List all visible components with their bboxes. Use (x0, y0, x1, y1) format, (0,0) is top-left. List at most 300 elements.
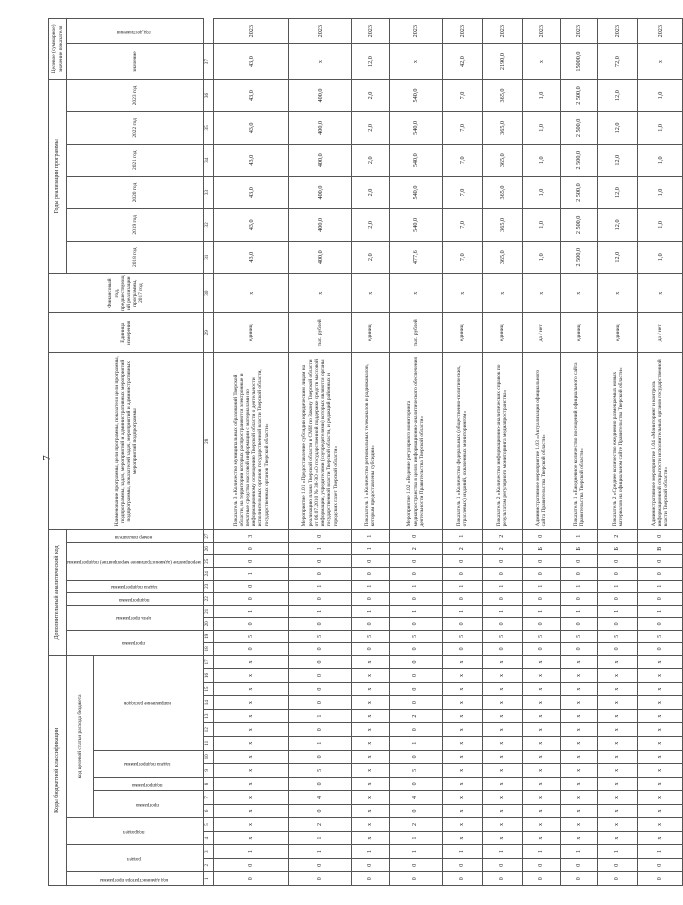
header-years-group: Годы реализации программы (49, 79, 67, 273)
code-cell: х (598, 818, 638, 832)
year-value-cell: 477,6 (389, 241, 442, 273)
year-value-cell: 400,0 (289, 144, 351, 176)
code-cell: 0 (289, 655, 351, 669)
code-cell: 0 (389, 804, 442, 818)
code-cell: х (598, 750, 638, 764)
column-number: 9 (203, 764, 213, 778)
code-cell: 1 (351, 580, 389, 593)
code-cell: х (638, 750, 683, 764)
table-container (48, 18, 670, 886)
code-cell: 1 (638, 605, 683, 618)
header-admin-code: код администратора программы (67, 872, 204, 886)
code-cell: х (351, 696, 389, 710)
code-cell: х (560, 804, 598, 818)
code-cell: 5 (289, 630, 351, 643)
header-direction: направление расходов (93, 655, 203, 750)
code-cell: 0 (638, 643, 683, 656)
code-cell: 0 (560, 872, 598, 886)
column-number: 28 (203, 353, 213, 530)
year-value-cell: 1,0 (638, 112, 683, 144)
header-analytic-group: Дополнительный аналитический код (49, 530, 67, 655)
year-value-cell: 43,0 (213, 209, 289, 241)
column-number: 2 (203, 858, 213, 872)
code-cell: 0 (522, 643, 560, 656)
code-cell: 0 (598, 555, 638, 568)
code-cell: х (351, 831, 389, 845)
code-cell: 1 (389, 831, 442, 845)
code-cell: 1 (213, 605, 289, 618)
code-cell: 1 (560, 605, 598, 618)
rotated-page (48, 18, 670, 886)
code-cell: 1 (522, 580, 560, 593)
row-final-year: 2023 (482, 19, 522, 44)
code-cell: 1 (638, 845, 683, 859)
code-cell: х (351, 750, 389, 764)
code-cell: х (560, 723, 598, 737)
header-final-group: Целевое (суммарное) значение показателя (49, 19, 67, 80)
code-cell: х (598, 655, 638, 669)
row-final-value: х (389, 44, 442, 79)
code-cell: х (482, 723, 522, 737)
year-value-cell: 43,0 (213, 112, 289, 144)
column-number: 30 (203, 273, 213, 313)
row-fin-year-value: х (289, 273, 351, 313)
code-cell: 0 (482, 872, 522, 886)
code-cell: х (598, 764, 638, 778)
code-cell: 0 (560, 593, 598, 606)
code-cell: х (442, 723, 482, 737)
code-cell: х (638, 791, 683, 805)
code-cell: х (442, 750, 482, 764)
code-cell: 0 (560, 858, 598, 872)
year-value-cell: 365,0 (482, 144, 522, 176)
code-cell: х (560, 750, 598, 764)
row-name: Административное мероприятие 1.04 «Мониторинг и контроль информационной открытости исполнительных органов государственной власти Тверской области» (638, 353, 683, 530)
column-number: 37 (203, 44, 213, 79)
code-cell: 0 (442, 555, 482, 568)
code-cell: 0 (351, 872, 389, 886)
code-cell: х (213, 764, 289, 778)
header-year-2021: 2021 год (67, 144, 204, 176)
year-value-cell: 400,0 (289, 79, 351, 111)
row-name: Показатель 2 «Количество информационно-аналитических справок по результатам регулярного мониторинга медиапространства» (482, 353, 522, 530)
code-cell: 2 (442, 542, 482, 555)
table-row (482, 19, 522, 886)
code-cell: 2 (482, 530, 522, 543)
table-row (289, 19, 351, 886)
year-value-cell: 540,0 (389, 209, 442, 241)
code-cell: 1 (442, 845, 482, 859)
column-number: 35 (203, 112, 213, 144)
year-value-cell: 7,0 (442, 241, 482, 273)
code-cell: х (522, 777, 560, 791)
year-value-cell: 2,0 (351, 144, 389, 176)
code-cell: 1 (389, 605, 442, 618)
code-cell: 0 (213, 872, 289, 886)
code-cell: 1 (351, 845, 389, 859)
column-number: 25 (203, 555, 213, 568)
code-cell: 0 (638, 858, 683, 872)
code-cell: 0 (482, 858, 522, 872)
code-cell: х (522, 682, 560, 696)
column-number: 24 (203, 568, 213, 581)
code-cell: 0 (389, 655, 442, 669)
row-fin-year-value: х (482, 273, 522, 313)
column-number: 18 (203, 643, 213, 656)
header-section: раздел (67, 845, 204, 872)
code-cell: х (598, 736, 638, 750)
code-cell: 0 (638, 530, 683, 543)
year-value-cell: 400,0 (289, 112, 351, 144)
code-cell: 1 (482, 845, 522, 859)
code-cell: 0 (442, 872, 482, 886)
code-cell: х (560, 818, 598, 832)
code-cell: 1 (351, 542, 389, 555)
year-value-cell: 43,0 (213, 144, 289, 176)
code-cell: х (482, 804, 522, 818)
program-indicators-table (48, 18, 683, 886)
code-cell: х (213, 682, 289, 696)
row-final-value: 12,0 (351, 44, 389, 79)
code-cell: х (560, 777, 598, 791)
code-cell: 0 (289, 723, 351, 737)
code-cell: 0 (389, 669, 442, 683)
code-cell: 0 (389, 593, 442, 606)
year-value-cell: 2 500,0 (560, 144, 598, 176)
column-number: 16 (203, 669, 213, 683)
code-cell: х (638, 777, 683, 791)
row-name: Мероприятие 1.02 «Ведение регулярного мониторинга медиапространства в целях информационно-аналитического обеспечения деятельности Правительства Тверской области» (389, 353, 442, 530)
code-cell: х (522, 750, 560, 764)
code-cell: 1 (638, 580, 683, 593)
code-cell: 1 (442, 605, 482, 618)
code-cell: 2 (482, 542, 522, 555)
code-cell: 0 (560, 643, 598, 656)
year-value-cell: 7,0 (442, 209, 482, 241)
code-cell: Б (522, 542, 560, 555)
year-value-cell: 1,0 (522, 112, 560, 144)
year-value-cell: 2,0 (351, 209, 389, 241)
row-final-year: 2023 (351, 19, 389, 44)
code-cell: х (442, 818, 482, 832)
column-number: 5 (203, 818, 213, 832)
year-value-cell: 12,0 (598, 209, 638, 241)
row-name: Показатель 1 «Количество региональных телеканалов и радиоканалов, которым предоставлены субсидии» (351, 353, 389, 530)
year-value-cell: 400,0 (289, 209, 351, 241)
column-number: 17 (203, 655, 213, 669)
code-cell: х (442, 655, 482, 669)
code-cell: 0 (598, 858, 638, 872)
code-cell: х (638, 831, 683, 845)
row-fin-year-value: х (522, 273, 560, 313)
code-cell: 0 (638, 555, 683, 568)
code-cell: х (213, 696, 289, 710)
code-cell: 0 (638, 568, 683, 581)
header-a-program: программа (67, 630, 204, 655)
header-year-2023: 2023 год (67, 79, 204, 111)
code-cell: х (638, 682, 683, 696)
code-cell: 0 (213, 593, 289, 606)
code-cell: 0 (289, 618, 351, 631)
code-cell: х (638, 655, 683, 669)
code-cell: х (598, 777, 638, 791)
code-cell: 0 (289, 643, 351, 656)
code-cell: 5 (213, 630, 289, 643)
code-cell: 5 (598, 630, 638, 643)
header-final-year: год достижения (67, 19, 204, 44)
code-cell: х (213, 804, 289, 818)
row-fin-year-value: х (638, 273, 683, 313)
code-cell: х (560, 682, 598, 696)
header-a-subprogram: подпрограмма (67, 593, 204, 606)
table-row (560, 19, 598, 886)
column-number: 20 (203, 618, 213, 631)
code-cell: 1 (598, 845, 638, 859)
code-cell: 0 (442, 858, 482, 872)
year-value-cell: 2 500,0 (560, 176, 598, 208)
code-cell: х (638, 764, 683, 778)
code-cell: 5 (560, 630, 598, 643)
code-cell: 1 (522, 845, 560, 859)
code-cell: х (213, 791, 289, 805)
code-cell: 0 (289, 750, 351, 764)
table-row (522, 19, 560, 886)
code-cell: 5 (638, 630, 683, 643)
code-cell: 0 (442, 618, 482, 631)
code-cell: х (522, 655, 560, 669)
code-cell: х (482, 818, 522, 832)
column-number: 34 (203, 144, 213, 176)
year-value-cell: 7,0 (442, 144, 482, 176)
code-cell: х (522, 709, 560, 723)
code-cell: х (351, 736, 389, 750)
column-number: 14 (203, 696, 213, 710)
header-year-2018: 2018 год (67, 241, 204, 273)
code-cell: 1 (351, 530, 389, 543)
row-unit: единиц (560, 313, 598, 353)
code-cell: х (442, 791, 482, 805)
code-cell: х (351, 655, 389, 669)
header-a-goal: цель программы (67, 605, 204, 630)
row-final-year: 2023 (213, 19, 289, 44)
code-cell: х (638, 696, 683, 710)
code-cell: х (638, 723, 683, 737)
code-cell: х (351, 791, 389, 805)
code-cell: х (482, 709, 522, 723)
code-cell: 1 (289, 736, 351, 750)
row-final-year: 2023 (598, 19, 638, 44)
column-number: 7 (203, 791, 213, 805)
year-value-cell: 400,0 (289, 176, 351, 208)
code-cell: х (482, 750, 522, 764)
code-cell: х (598, 791, 638, 805)
code-cell: 0 (560, 618, 598, 631)
code-cell: х (213, 709, 289, 723)
row-final-year: 2023 (638, 19, 683, 44)
code-cell: 1 (560, 580, 598, 593)
code-cell: х (560, 696, 598, 710)
year-value-cell: 540,0 (389, 112, 442, 144)
code-cell: х (638, 736, 683, 750)
row-final-year: 2023 (442, 19, 482, 44)
code-cell: 1 (522, 605, 560, 618)
row-unit: единиц (598, 313, 638, 353)
code-cell: 0 (638, 593, 683, 606)
table-row (598, 19, 638, 886)
column-number: 29 (203, 313, 213, 353)
code-cell: х (442, 831, 482, 845)
code-cell: 0 (289, 568, 351, 581)
year-value-cell: 12,0 (598, 112, 638, 144)
code-cell: х (560, 669, 598, 683)
code-cell: х (638, 804, 683, 818)
column-number: 13 (203, 709, 213, 723)
row-final-value: х (289, 44, 351, 79)
header-year-2022: 2022 год (67, 112, 204, 144)
code-cell: 4 (289, 791, 351, 805)
code-cell: 2 (389, 542, 442, 555)
table-row (213, 19, 289, 886)
code-cell: х (482, 764, 522, 778)
row-fin-year-value: х (389, 273, 442, 313)
column-number: 6 (203, 804, 213, 818)
code-cell: х (442, 736, 482, 750)
year-value-cell: 365,0 (482, 79, 522, 111)
row-final-value: 72,0 (598, 44, 638, 79)
code-cell: 0 (289, 530, 351, 543)
code-cell: 0 (289, 804, 351, 818)
code-cell: 0 (522, 568, 560, 581)
code-cell: 0 (213, 858, 289, 872)
column-number: 31 (203, 241, 213, 273)
code-cell: 0 (351, 568, 389, 581)
code-cell: 0 (351, 858, 389, 872)
code-cell: 2 (389, 709, 442, 723)
code-cell: х (638, 669, 683, 683)
code-cell: 1 (289, 580, 351, 593)
year-value-cell: 1,0 (638, 79, 683, 111)
row-final-year: 2023 (560, 19, 598, 44)
code-cell: 5 (482, 630, 522, 643)
row-fin-year-value: х (213, 273, 289, 313)
row-unit: тыс. рублей (389, 313, 442, 353)
code-cell: х (522, 831, 560, 845)
code-cell: 1 (560, 845, 598, 859)
code-cell: 0 (289, 593, 351, 606)
row-final-value: 42,0 (442, 44, 482, 79)
year-value-cell: 1,0 (638, 144, 683, 176)
code-cell: х (598, 709, 638, 723)
row-final-value: х (638, 44, 683, 79)
header-unit: Единица измерения (49, 313, 204, 353)
code-cell: 0 (389, 568, 442, 581)
code-cell: 1 (389, 736, 442, 750)
year-value-cell: 540,0 (389, 176, 442, 208)
code-cell: х (560, 736, 598, 750)
code-cell: х (213, 818, 289, 832)
code-cell: 1 (351, 605, 389, 618)
code-cell: 0 (289, 777, 351, 791)
code-cell: 2 (389, 818, 442, 832)
code-cell: х (638, 709, 683, 723)
code-cell: х (598, 682, 638, 696)
row-fin-year-value: х (598, 273, 638, 313)
column-number: 23 (203, 580, 213, 593)
row-final-year: 2023 (289, 19, 351, 44)
year-value-cell: 1,0 (522, 144, 560, 176)
code-cell: 5 (289, 764, 351, 778)
code-cell: 0 (289, 858, 351, 872)
column-number: 3 (203, 845, 213, 859)
table-row (351, 19, 389, 886)
code-cell: 1 (560, 530, 598, 543)
year-value-cell: 7,0 (442, 176, 482, 208)
code-cell: 0 (213, 580, 289, 593)
year-value-cell: 1,0 (522, 241, 560, 273)
row-unit: да / нет (522, 313, 560, 353)
header-a-task: задача подпрограммы (67, 580, 204, 593)
code-cell: х (351, 723, 389, 737)
year-value-cell: 365,0 (482, 176, 522, 208)
code-cell: х (442, 804, 482, 818)
year-value-cell: 540,0 (389, 144, 442, 176)
code-cell: х (522, 818, 560, 832)
year-value-cell: 2,0 (351, 79, 389, 111)
code-cell: 0 (482, 643, 522, 656)
header-task: задача подпрограммы (93, 750, 203, 777)
header-year-2020: 2020 год (67, 176, 204, 208)
code-cell: 0 (638, 872, 683, 886)
code-cell: 3 (213, 530, 289, 543)
table-row (389, 19, 442, 886)
column-number: 15 (203, 682, 213, 696)
code-cell: 1 (289, 605, 351, 618)
code-cell: 1 (598, 605, 638, 618)
code-cell: 0 (522, 858, 560, 872)
year-value-cell: 365,0 (482, 209, 522, 241)
year-value-cell: 2,0 (351, 176, 389, 208)
code-cell: х (482, 655, 522, 669)
code-cell: 0 (389, 750, 442, 764)
code-cell: 2 (598, 530, 638, 543)
year-value-cell: 1,0 (638, 209, 683, 241)
column-number: 1 (203, 872, 213, 886)
year-value-cell: 1,0 (638, 241, 683, 273)
header-program: программа (93, 791, 203, 818)
header-final-value: значение (67, 44, 204, 79)
column-number: 32 (203, 209, 213, 241)
table-row (442, 19, 482, 886)
code-cell: 0 (598, 643, 638, 656)
code-cell: х (522, 696, 560, 710)
code-cell: 0 (522, 618, 560, 631)
code-cell: х (598, 804, 638, 818)
code-cell: х (560, 764, 598, 778)
code-cell: х (598, 723, 638, 737)
page-number: 7 (41, 455, 53, 461)
code-cell: х (351, 709, 389, 723)
code-cell: 5 (389, 764, 442, 778)
code-cell: 0 (522, 872, 560, 886)
header-name: Наименование программы, цели программы, показателя цели программы, подпрограммы, задач, мероприятий и административных мероприятий подпрограммы, показателей задач, мероприятий и административных мероприятий подпрограммы (49, 353, 204, 530)
row-final-value: х (522, 44, 560, 79)
code-cell: х (522, 764, 560, 778)
code-cell: 0 (598, 593, 638, 606)
code-cell: 0 (389, 643, 442, 656)
column-numbers-row (203, 19, 213, 886)
code-cell: В (638, 542, 683, 555)
code-cell: х (213, 777, 289, 791)
